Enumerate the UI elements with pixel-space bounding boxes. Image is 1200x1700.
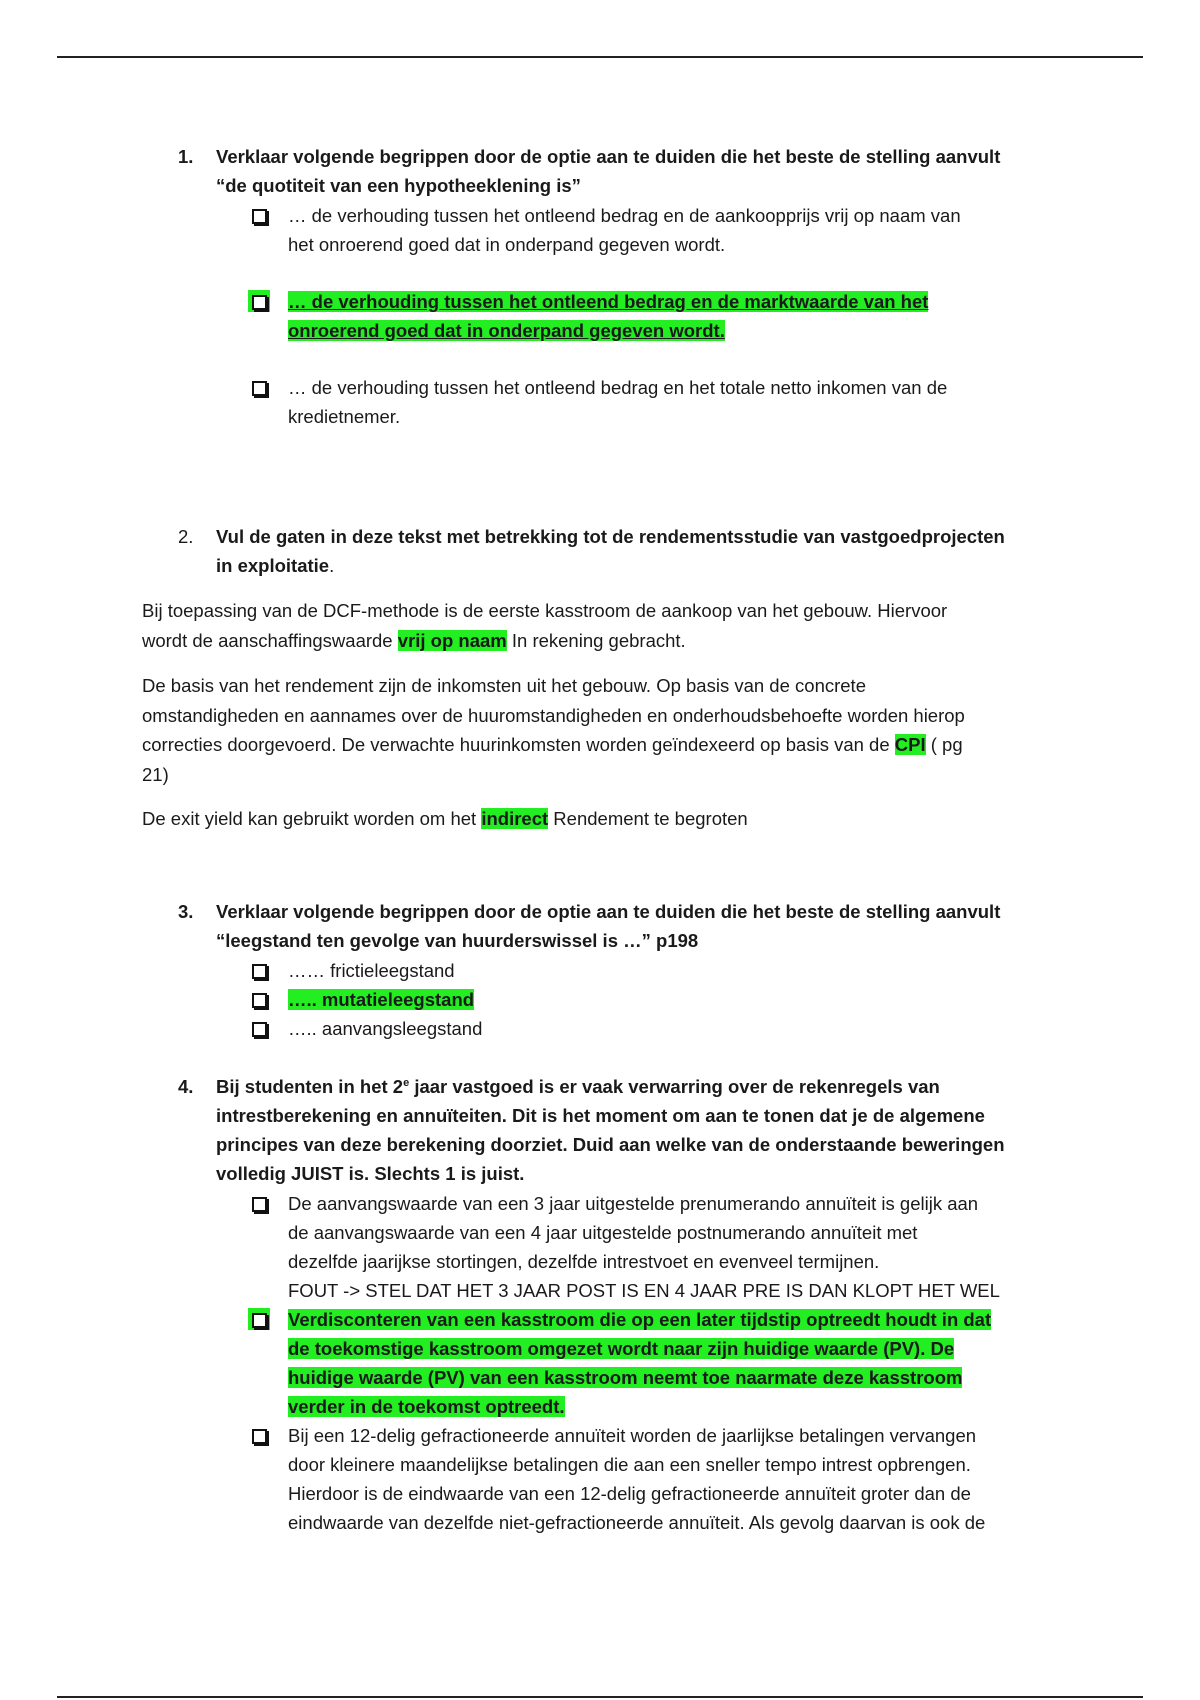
option-text: Hierdoor is de eindwaarde van een 12-delig gefractioneerde annuïteit groter dan de — [288, 1483, 971, 1504]
option-note: FOUT -> STEL DAT HET 3 JAAR POST IS EN 4 JAAR PRE IS DAN KLOPT HET WEL — [288, 1280, 1000, 1301]
question-number: 3. — [178, 901, 194, 922]
checkbox-icon[interactable] — [252, 964, 267, 979]
option-text: eindwaarde van dezelfde niet-gefractioneerde annuïteit. Als gevolg daarvan is ook de — [288, 1512, 986, 1533]
question-title-period: . — [329, 555, 335, 576]
question-title-text: jaar vastgoed is er vaak verwarring over de rekenregels van — [409, 1076, 940, 1097]
option-1b-correct[interactable] — [178, 287, 1058, 345]
question-title-line: principes van deze berekening doorziet. Duid aan welke van de onderstaande beweringen — [216, 1134, 1005, 1155]
question-title-line: Verklaar volgende begrippen door de optie aan te duiden die het beste de stelling aanvult — [216, 901, 1001, 922]
option-text: de aanvangswaarde van een 4 jaar uitgestelde postnumerando annuïteit met — [288, 1222, 918, 1243]
footer-rule — [57, 1696, 1143, 1698]
q2-paragraph-1 — [142, 596, 1072, 655]
checkbox-icon[interactable] — [252, 993, 267, 1008]
checkbox-icon[interactable] — [252, 1197, 267, 1212]
question-title-line: “de quotiteit van een hypotheeklening is” — [216, 175, 581, 196]
question-3 — [178, 897, 1058, 1043]
option-text: Verdisconteren van een kasstroom die op een later tijdstip optreedt houdt in dat — [288, 1309, 992, 1330]
option-text: huidige waarde (PV) van een kasstroom neemt toe naarmate deze kasstroom — [288, 1367, 963, 1388]
question-number: 1. — [178, 146, 194, 167]
option-4c[interactable] — [178, 1421, 1058, 1537]
question-3-options — [178, 956, 1058, 1043]
question-4 — [178, 1072, 1058, 1537]
paragraph-text: ( pg — [925, 734, 963, 755]
question-2 — [178, 522, 1058, 580]
option-text: … de verhouding tussen het ontleend bedrag en de marktwaarde van het — [288, 291, 929, 312]
option-text: door kleinere maandelijkse betalingen die aan een sneller tempo intrest opbrengen. — [288, 1454, 971, 1475]
option-1c[interactable] — [178, 373, 1058, 431]
answer-highlight: CPI — [894, 734, 926, 755]
paragraph-line: Bij toepassing van de DCF-methode is de eerste kasstroom de aankoop van het gebouw. Hiervoor — [142, 600, 948, 621]
option-3a[interactable] — [178, 956, 1058, 985]
option-text: de toekomstige kasstroom omgezet wordt naar zijn huidige waarde (PV). De — [288, 1338, 955, 1359]
option-text: kredietnemer. — [288, 406, 401, 427]
superscript: e — [403, 1076, 410, 1089]
option-text: ….. aanvangsleegstand — [288, 1018, 483, 1039]
checkbox-icon[interactable] — [252, 209, 267, 224]
option-text: ….. mutatieleegstand — [288, 989, 475, 1010]
q2-paragraph-3 — [142, 804, 1072, 834]
question-title-line: volledig JUIST is. Slechts 1 is juist. — [216, 1163, 525, 1184]
question-number: 4. — [178, 1076, 194, 1097]
paragraph-text: In rekening gebracht. — [506, 629, 686, 651]
question-number: 2. — [178, 526, 194, 547]
checkbox-icon[interactable] — [252, 295, 267, 310]
question-4-heading — [178, 1072, 1058, 1188]
paragraph-text: Rendement te begroten — [548, 808, 748, 829]
option-text: onroerend goed dat in onderpand gegeven wordt. — [288, 320, 725, 341]
option-text: De aanvangswaarde van een 3 jaar uitgestelde prenumerando annuïteit is gelijk aan — [288, 1193, 979, 1214]
question-title-line: Vul de gaten in deze tekst met betrekking tot de rendementsstudie van vastgoedprojecten — [216, 526, 1005, 547]
checkbox-icon[interactable] — [252, 1429, 267, 1444]
option-4b-correct[interactable] — [178, 1305, 1058, 1421]
checkbox-icon[interactable] — [252, 1313, 267, 1328]
option-text: … de verhouding tussen het ontleend bedrag en de aankoopprijs vrij op naam van — [288, 205, 961, 226]
option-3c[interactable] — [178, 1014, 1058, 1043]
paragraph-line: omstandigheden en aannames over de huuromstandigheden en onderhoudsbehoefte worden hierop — [142, 704, 965, 726]
question-4-options — [178, 1189, 1058, 1537]
answer-highlight: vrij op naam — [397, 629, 507, 651]
q2-paragraph-2 — [142, 671, 1072, 789]
paragraph-text: correcties doorgevoerd. De verwachte huurinkomsten worden geïndexeerd op basis van de — [142, 734, 895, 755]
option-text: het onroerend goed dat in onderpand gegeven wordt. — [288, 234, 726, 255]
option-text: …… frictieleegstand — [288, 960, 455, 981]
question-1 — [178, 142, 1058, 431]
question-title-line: Verklaar volgende begrippen door de optie aan te duiden die het beste de stelling aanvult — [216, 146, 1001, 167]
question-title-line: intrestberekening en annuïteiten. Dit is het moment om aan te tonen dat je de algemene — [216, 1105, 985, 1126]
option-1a[interactable] — [178, 201, 1058, 259]
answer-highlight: indirect — [481, 808, 549, 829]
option-text: Bij een 12-delig gefractioneerde annuïteit worden de jaarlijkse betalingen vervangen — [288, 1425, 977, 1446]
paragraph-text: De exit yield kan gebruikt worden om het — [142, 808, 482, 829]
question-2-heading — [178, 522, 1058, 580]
question-1-options — [178, 201, 1058, 431]
option-text: … de verhouding tussen het ontleend bedrag en het totale netto inkomen van de — [288, 377, 948, 398]
checkbox-icon[interactable] — [252, 381, 267, 396]
paragraph-text: wordt de aanschaffingswaarde — [142, 629, 398, 651]
checkbox-icon[interactable] — [252, 1022, 267, 1037]
question-title-text: Bij studenten in het 2 — [216, 1076, 404, 1097]
question-title-line: in exploitatie — [216, 555, 330, 576]
paragraph-line: De basis van het rendement zijn de inkomsten uit het gebouw. Op basis van de concrete — [142, 675, 866, 696]
question-title-line: “leegstand ten gevolge van huurderswissel is …” p198 — [216, 930, 699, 951]
paragraph-line: 21) — [142, 763, 169, 785]
option-3b-correct[interactable] — [178, 985, 1058, 1014]
question-1-heading — [178, 142, 1058, 200]
option-text: dezelfde jaarijkse stortingen, dezelfde intrestvoet en evenveel termijnen. — [288, 1251, 880, 1272]
option-4a[interactable] — [178, 1189, 1058, 1305]
question-3-heading — [178, 897, 1058, 955]
header-rule — [57, 56, 1143, 58]
option-text: verder in de toekomst optreedt. — [288, 1396, 565, 1417]
